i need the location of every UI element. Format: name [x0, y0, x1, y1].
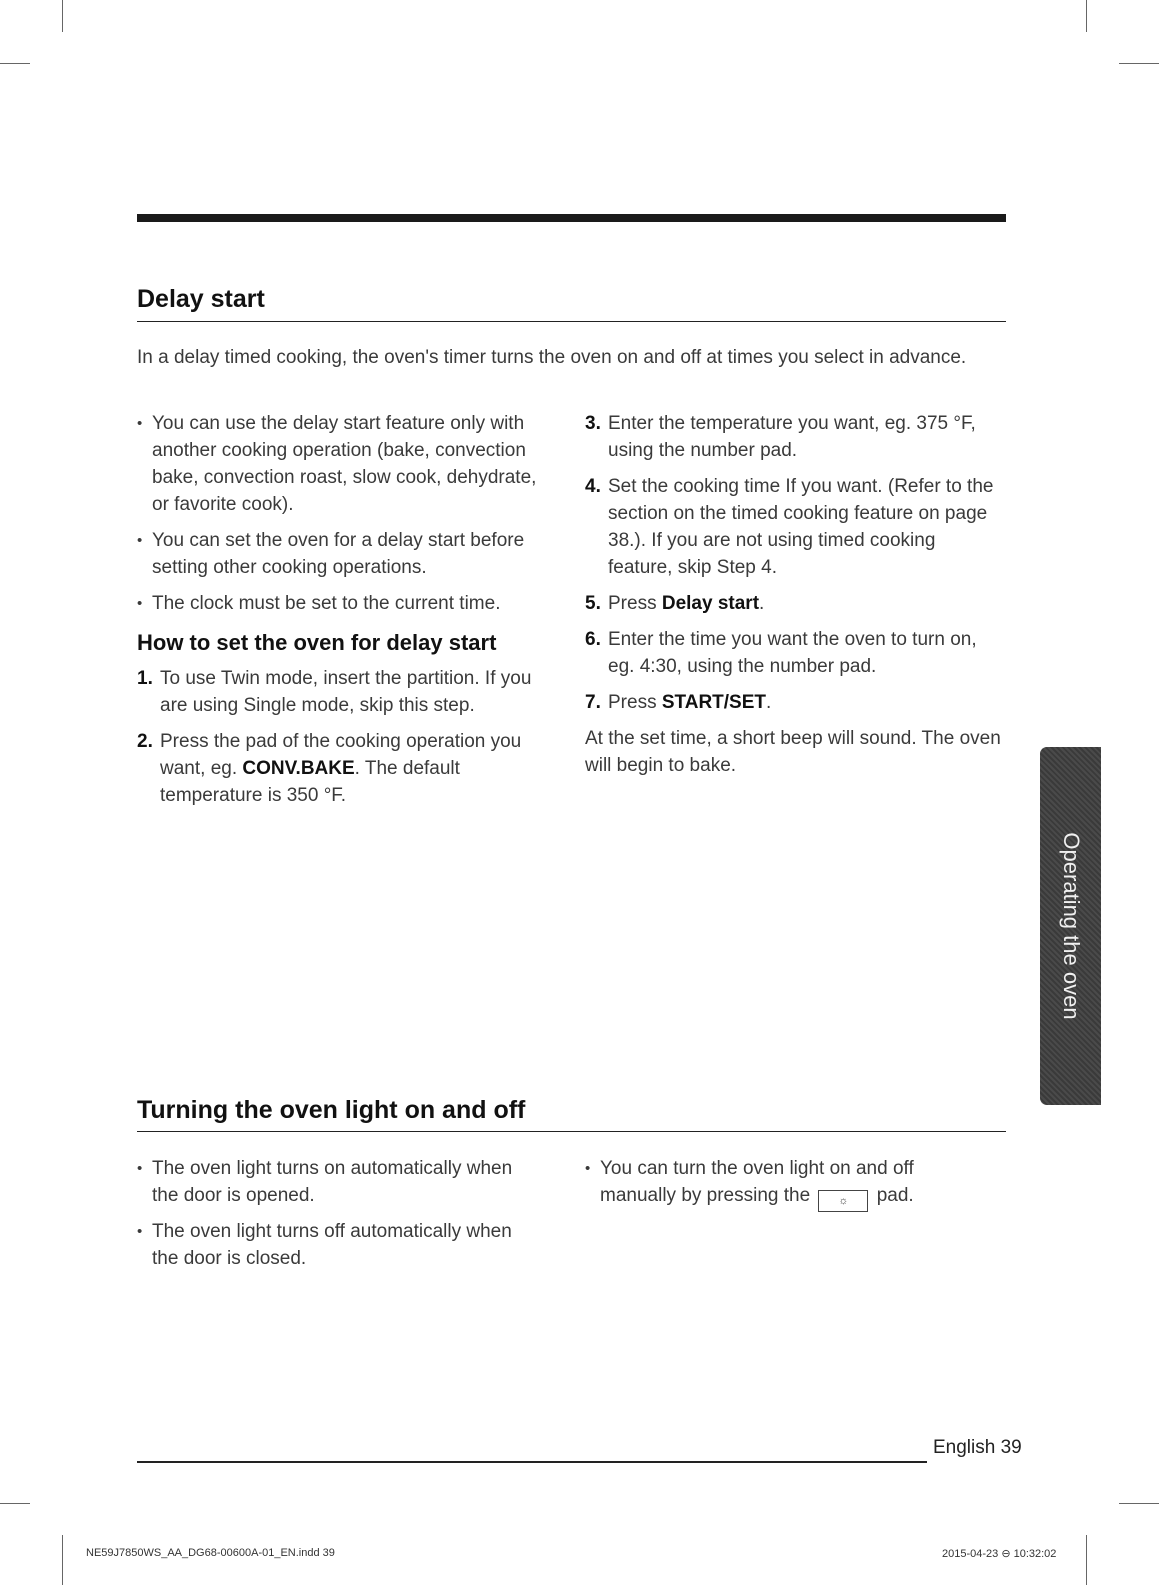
bullet-item: • The clock must be set to the current time. [137, 590, 542, 617]
crop-mark [62, 1535, 63, 1585]
step-number: 3. [585, 413, 601, 434]
step-keyword: Delay start [661, 593, 760, 614]
crop-mark [0, 1503, 30, 1504]
bullet-text: pad. [871, 1185, 914, 1206]
section-rule [137, 1131, 1006, 1132]
crop-mark [1086, 0, 1087, 32]
step-number: 2. [137, 731, 153, 752]
light-pad-icon: ☼ [818, 1190, 868, 1212]
step-5 [585, 590, 1005, 617]
page-number: English 39 [933, 1437, 1022, 1458]
step-number: 7. [585, 692, 601, 713]
step-text: Press [608, 593, 662, 614]
step-text: Set the cooking time If you want. (Refer to the section on the timed cooking feature on page 38.). If you are not using timed cooking feature, skip Step 4. [608, 476, 994, 578]
side-tab-label: Operating the oven [1058, 832, 1084, 1020]
section-rule [137, 321, 1006, 322]
file-slug: NE59J7850WS_AA_DG68-00600A-01_EN.indd 39 [86, 1547, 335, 1559]
step-text: Enter the temperature you want, eg. 375 °F, using the number pad. [608, 413, 976, 461]
right-column [585, 1155, 995, 1221]
step-keyword: START/SET [661, 692, 767, 713]
bullet-item: • The oven light turns off automatically when the door is closed. [137, 1218, 537, 1272]
step-keyword: CONV.BAKE [242, 758, 355, 779]
subheading: How to set the oven for delay start [137, 630, 497, 655]
step-7 [585, 689, 1005, 716]
crop-mark [1119, 63, 1159, 64]
step-text: To use Twin mode, insert the partition. If you are using Single mode, skip this step. [160, 668, 532, 716]
footer-rule [137, 1461, 927, 1463]
side-tab [1040, 747, 1101, 1105]
left-column [137, 410, 542, 818]
step-1 [137, 665, 542, 719]
step-number: 6. [585, 629, 601, 650]
bullet-item [585, 1155, 995, 1212]
step-number: 4. [585, 476, 601, 497]
step-number: 5. [585, 593, 601, 614]
step-number: 1. [137, 668, 153, 689]
bullet-item: • The oven light turns on automatically when the door is opened. [137, 1155, 537, 1209]
step-text: Press [608, 692, 662, 713]
section-title-oven-light: Turning the oven light on and off [137, 1096, 526, 1124]
bullet-text: You can turn the oven light on and off manually by pressing the [600, 1158, 914, 1206]
right-column [585, 410, 1005, 779]
crop-mark [1086, 1535, 1087, 1585]
step-3 [585, 410, 1005, 464]
step-text: . [759, 593, 765, 614]
bullet-item: • You can set the oven for a delay start before setting other cooking operations. [137, 527, 542, 581]
step-text: . The default temperature is 350 °F. [160, 758, 460, 806]
step-2 [137, 728, 542, 809]
crop-mark [1119, 1503, 1159, 1504]
crop-mark [62, 0, 63, 32]
left-column [137, 1155, 537, 1281]
intro-paragraph: In a delay timed cooking, the oven's timer turns the oven on and off at times you select in advance. [137, 347, 967, 368]
step-text: . [766, 692, 772, 713]
closing-paragraph: At the set time, a short beep will sound. The oven will begin to bake. [585, 728, 1001, 776]
step-4 [585, 473, 1005, 581]
step-text: Press the pad of the cooking operation you want, eg. [160, 731, 522, 779]
crop-mark [0, 63, 30, 64]
step-text: Enter the time you want the oven to turn on, eg. 4:30, using the number pad. [608, 629, 977, 677]
bullet-item: • You can use the delay start feature only with another cooking operation (bake, convection bake, convection roast, slow cook, dehydrate, or favorite cook). [137, 410, 542, 518]
date-slug: 2015-04-23 ⊖ 10:32:02 [942, 1548, 1057, 1560]
step-6 [585, 626, 1005, 680]
header-bar [137, 214, 1006, 222]
section-title-delay-start: Delay start [137, 285, 265, 313]
